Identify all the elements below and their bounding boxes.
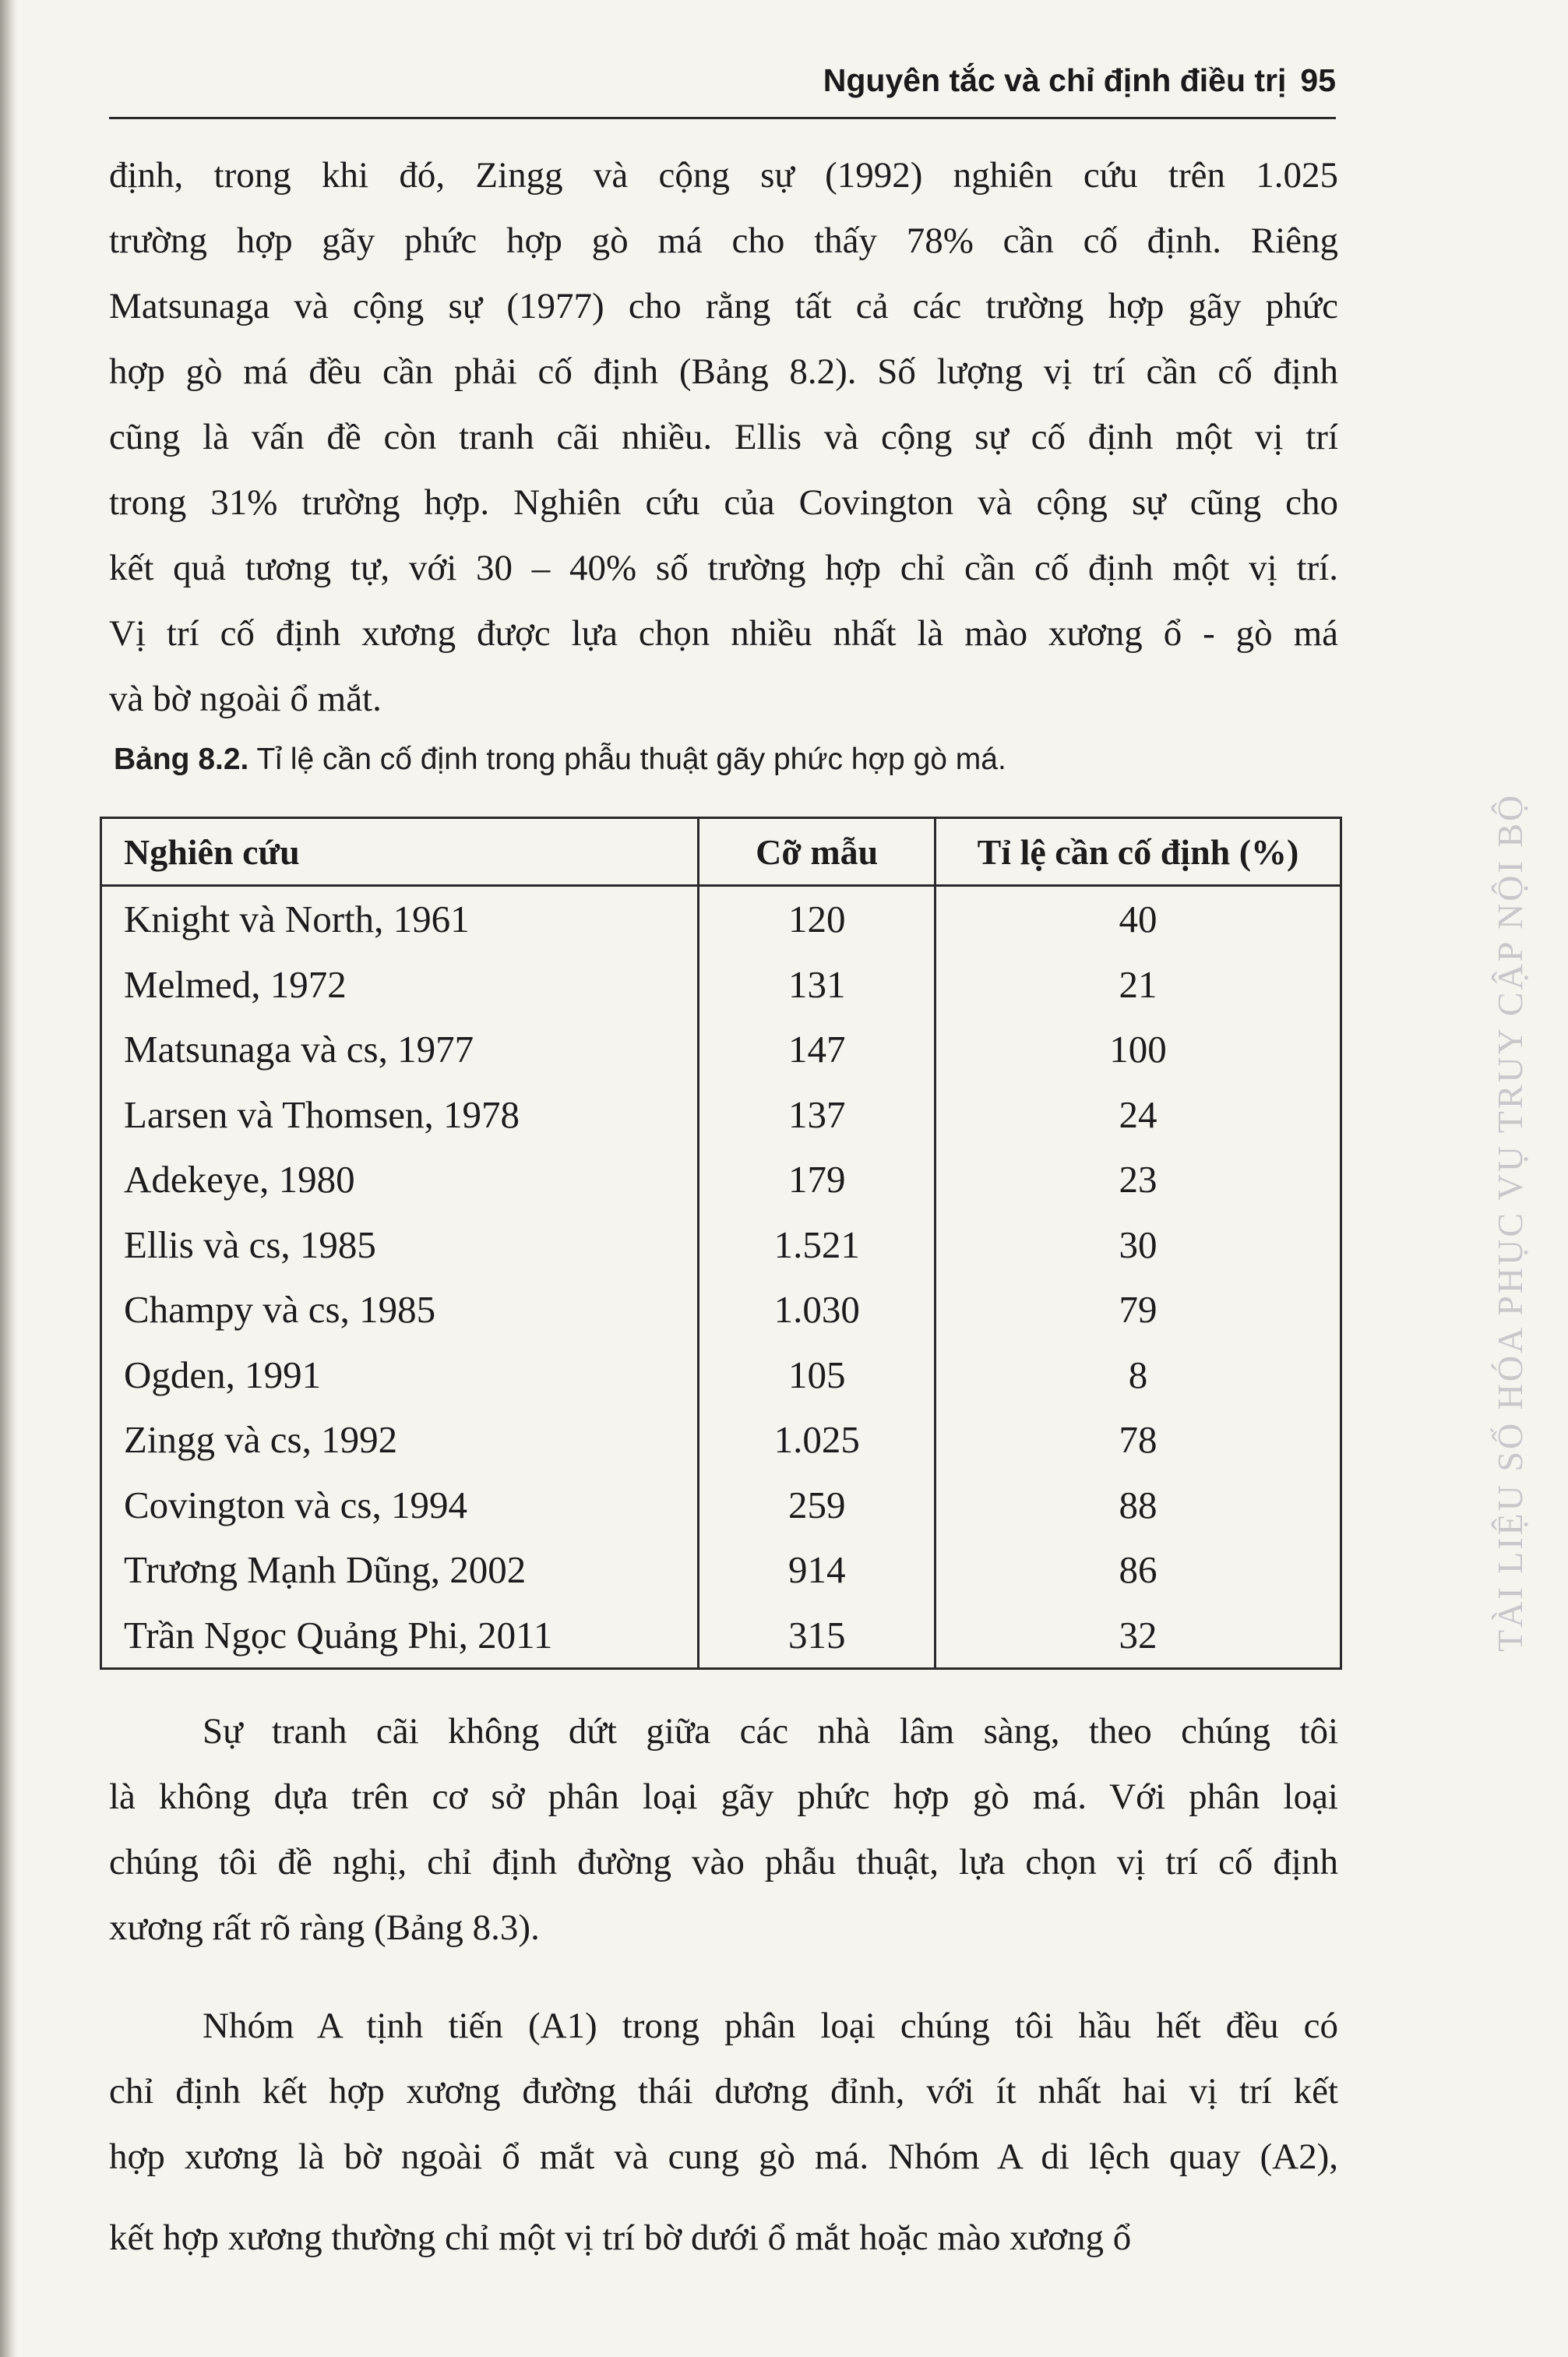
cell-study: Ogden, 1991 bbox=[101, 1343, 699, 1408]
cell-sample-size: 1.025 bbox=[699, 1407, 936, 1473]
cell-fixation-rate: 21 bbox=[936, 952, 1341, 1018]
table-row bbox=[101, 1082, 1341, 1148]
header-text bbox=[823, 62, 1336, 99]
cell-fixation-rate: 24 bbox=[936, 1082, 1341, 1148]
table-row bbox=[101, 952, 1341, 1018]
cell-sample-size: 1.521 bbox=[699, 1212, 936, 1278]
cut-off-text-line bbox=[109, 2205, 1338, 2258]
text-line: kết quả tương tự, với 30 – 40% số trường hợp chỉ cần cố định một vị trí. bbox=[109, 548, 1338, 588]
cell-fixation-rate: 23 bbox=[936, 1147, 1341, 1212]
text-line: Nhóm A tịnh tiến (A1) trong phân loại chúng tôi hầu hết đều có bbox=[203, 2006, 1338, 2046]
cell-fixation-rate: 32 bbox=[936, 1603, 1341, 1669]
cell-study: Zingg và cs, 1992 bbox=[101, 1407, 699, 1473]
cell-sample-size: 105 bbox=[699, 1343, 936, 1408]
fixation-rate-table bbox=[100, 817, 1342, 1670]
paragraph-classification-dispute bbox=[109, 1699, 1338, 1960]
text-line: hợp xương là bờ ngoài ổ mắt và cung gò má. Nhóm A di lệch quay (A2), bbox=[109, 2136, 1338, 2177]
paragraph-group-a bbox=[109, 1993, 1338, 2189]
text-line: hợp gò má đều cần phải cố định (Bảng 8.2). Số lượng vị trí cần cố định bbox=[109, 351, 1338, 392]
cell-study: Trương Mạnh Dũng, 2002 bbox=[101, 1537, 699, 1603]
cell-study: Ellis và cs, 1985 bbox=[101, 1212, 699, 1278]
cell-fixation-rate: 79 bbox=[936, 1277, 1341, 1343]
header-sample-size: Cỡ mẫu bbox=[699, 818, 936, 886]
table-caption-label: Bảng 8.2. bbox=[114, 743, 249, 776]
table-header-row bbox=[101, 818, 1341, 886]
cell-study: Knight và North, 1961 bbox=[101, 886, 699, 952]
cell-fixation-rate: 88 bbox=[936, 1473, 1341, 1538]
cell-study: Adekeye, 1980 bbox=[101, 1147, 699, 1212]
cell-fixation-rate: 8 bbox=[936, 1343, 1341, 1408]
cell-sample-size: 315 bbox=[699, 1603, 936, 1669]
table-row bbox=[101, 1277, 1341, 1343]
table-row bbox=[101, 886, 1341, 952]
table-row bbox=[101, 1212, 1341, 1278]
cell-sample-size: 137 bbox=[699, 1082, 936, 1148]
cell-fixation-rate: 78 bbox=[936, 1407, 1341, 1473]
header-fixation-rate: Tỉ lệ cần cố định (%) bbox=[936, 818, 1341, 886]
cell-study: Matsunaga và cs, 1977 bbox=[101, 1017, 699, 1082]
cell-fixation-rate: 30 bbox=[936, 1212, 1341, 1278]
cell-study: Covington và cs, 1994 bbox=[101, 1473, 699, 1538]
table-caption bbox=[114, 743, 1006, 777]
text-line: chúng tôi đề nghị, chỉ định đường vào phẫu thuật, lựa chọn vị trí cố định bbox=[109, 1842, 1338, 1882]
header-study: Nghiên cứu bbox=[101, 818, 699, 886]
text-line: Matsunaga và cộng sự (1977) cho rằng tất cả các trường hợp gãy phức bbox=[109, 286, 1338, 326]
text-line: là không dựa trên cơ sở phân loại gãy phức hợp gò má. Với phân loại bbox=[109, 1777, 1338, 1817]
cell-sample-size: 259 bbox=[699, 1473, 936, 1538]
text-line: chỉ định kết hợp xương đường thái dương đỉnh, với ít nhất hai vị trí kết bbox=[109, 2071, 1338, 2112]
cell-sample-size: 131 bbox=[699, 952, 936, 1018]
text-line: Sự tranh cãi không dứt giữa các nhà lâm sàng, theo chúng tôi bbox=[203, 1711, 1338, 1752]
cell-study: Larsen và Thomsen, 1978 bbox=[101, 1082, 699, 1148]
text-line: cũng là vấn đề còn tranh cãi nhiều. Ellis và cộng sự cố định một vị trí bbox=[109, 417, 1338, 457]
cell-sample-size: 147 bbox=[699, 1017, 936, 1082]
cell-study: Melmed, 1972 bbox=[101, 952, 699, 1018]
table-row bbox=[101, 1407, 1341, 1473]
text-line: xương rất rõ ràng (Bảng 8.3). bbox=[109, 1907, 540, 1948]
running-header bbox=[109, 55, 1336, 119]
table-row bbox=[101, 1537, 1341, 1603]
text-line: và bờ ngoài ổ mắt. bbox=[109, 679, 382, 719]
cell-sample-size: 1.030 bbox=[699, 1277, 936, 1343]
text-line: trong 31% trường hợp. Nghiên cứu của Covington và cộng sự cũng cho bbox=[109, 482, 1338, 523]
cell-study: Champy và cs, 1985 bbox=[101, 1277, 699, 1343]
cell-fixation-rate: 100 bbox=[936, 1017, 1341, 1082]
paragraph-fixation-studies bbox=[109, 143, 1338, 732]
text-line: kết hợp xương thường chỉ một vị trí bờ dưới ổ mắt hoặc mào xương ổ bbox=[109, 2218, 1132, 2258]
text-line: Vị trí cố định xương được lựa chọn nhiều nhất là mào xương ổ - gò má bbox=[109, 613, 1338, 654]
table-row bbox=[101, 1017, 1341, 1082]
table-row bbox=[101, 1343, 1341, 1408]
table-row bbox=[101, 1147, 1341, 1212]
cell-study: Trần Ngọc Quảng Phi, 2011 bbox=[101, 1603, 699, 1669]
text-line: trường hợp gãy phức hợp gò má cho thấy 78% cần cố định. Riêng bbox=[109, 221, 1338, 261]
cell-fixation-rate: 40 bbox=[936, 886, 1341, 952]
table-caption-text: Tỉ lệ cần cố định trong phẫu thuật gãy phức hợp gò má. bbox=[256, 743, 1006, 776]
table-row bbox=[101, 1473, 1341, 1538]
cell-fixation-rate: 86 bbox=[936, 1537, 1341, 1603]
page-number: 95 bbox=[1300, 62, 1336, 98]
page-binding-shadow bbox=[0, 0, 17, 2357]
cell-sample-size: 914 bbox=[699, 1537, 936, 1603]
table-row bbox=[101, 1603, 1341, 1669]
cell-sample-size: 120 bbox=[699, 886, 936, 952]
text-line: định, trong khi đó, Zingg và cộng sự (1992) nghiên cứu trên 1.025 bbox=[109, 155, 1338, 196]
cell-sample-size: 179 bbox=[699, 1147, 936, 1212]
chapter-title: Nguyên tắc và chỉ định điều trị bbox=[823, 62, 1287, 98]
library-watermark: TÀI LIỆU SỐ HÓA PHỤC VỤ TRUY CẬP NỘI BỘ bbox=[1490, 792, 1530, 1652]
